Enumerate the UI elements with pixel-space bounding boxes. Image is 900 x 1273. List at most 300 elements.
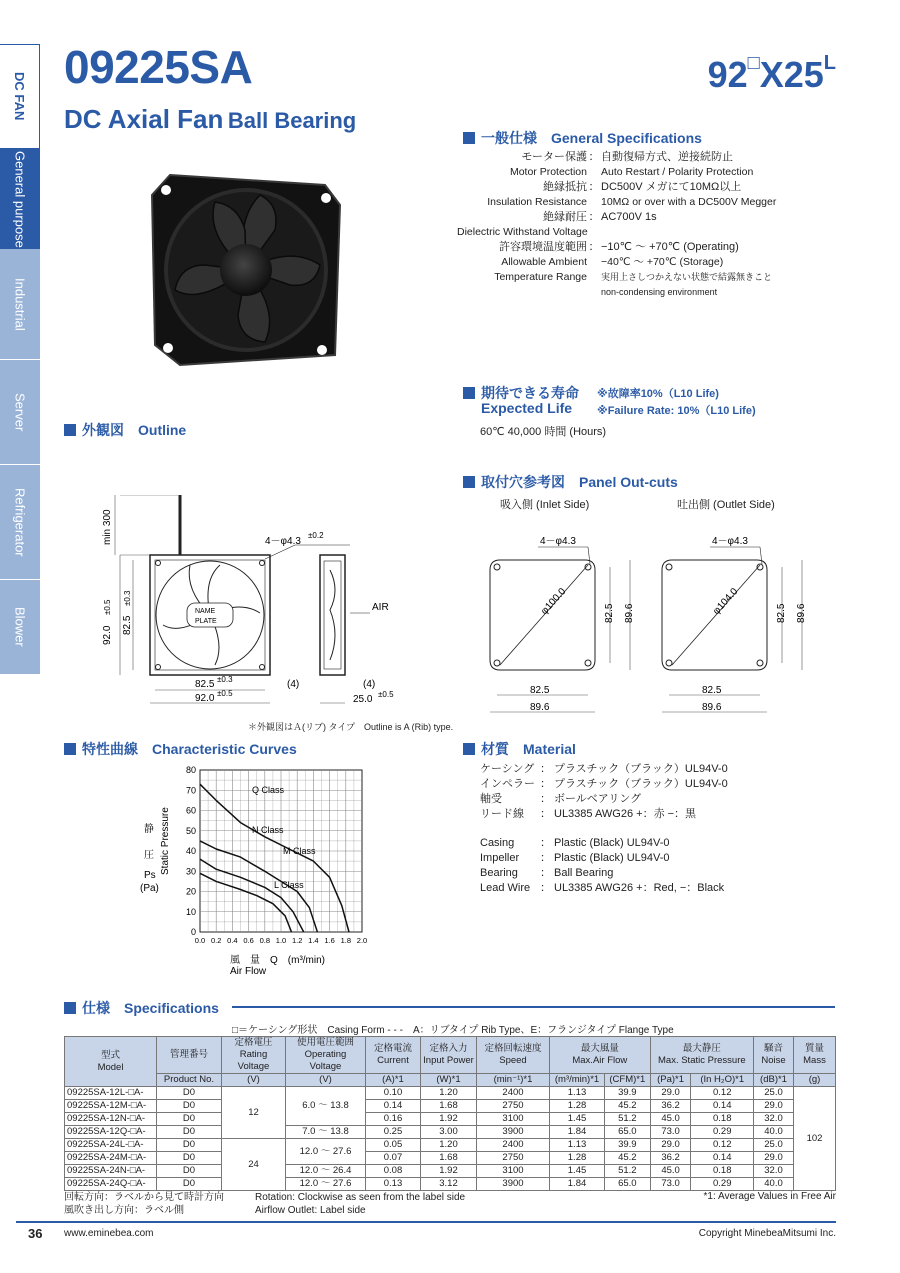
casing-note: □＝ケーシング形状 Casing Form - - - A：リブタイプ Rib Type、E：フランジタイプ Flange Type [232,1025,674,1036]
unit-cell: (W)*1 [421,1074,477,1087]
series-line [200,784,349,932]
material-value: UL3385 AWG26 +：赤 −：黒 [554,808,697,820]
airflow-m3-cell: 1.84 [550,1178,605,1191]
expected-life-heading-en [481,400,572,416]
ylabel-jp-1: 静 [144,824,154,835]
spec-row [465,150,845,165]
side-tabs [0,44,42,674]
dim-h92-tol: ±0.5 [103,599,112,615]
airflow-cfm-cell: 51.2 [605,1165,651,1178]
xlabel-en: Air Flow [230,966,267,977]
inlet-label: 吸入側 (Inlet Side) [500,499,590,511]
outlet-dia-dim: φ104.0 [711,586,741,618]
current-cell: 0.13 [366,1178,421,1191]
power-cell: 3.00 [421,1126,477,1139]
speed-cell: 3900 [477,1178,550,1191]
model-cell: 09225SA-12Q-□A- [65,1126,157,1139]
general-specs-heading [463,128,702,148]
unit-cell: (dB)*1 [754,1074,794,1087]
table-row [65,1126,836,1139]
name-label: NAME [195,608,216,615]
specs-heading [64,998,219,1018]
col-current: 定格電流 Current [366,1037,421,1074]
section-square-icon [64,1002,76,1014]
inlet-w825: 82.5 [530,685,550,696]
section-square-icon [64,424,76,436]
speed-cell: 2750 [477,1152,550,1165]
product-no-cell: D0 [157,1178,222,1191]
spec-value: non-condensing environment [601,287,718,297]
inlet-dia-dim: φ100.0 [539,586,569,618]
x-tick-label: 0.6 [243,936,254,945]
noise-cell: 29.0 [754,1152,794,1165]
y-tick-label: 40 [185,846,196,856]
airflow-m3-cell: 1.28 [550,1100,605,1113]
material-row [480,836,728,851]
dim-w92: 92.0 [195,693,215,704]
life-hours: 60℃ 40,000 時間 (Hours) [480,426,607,438]
airflow-jp: 風吹き出し方向：ラベル側 [64,1205,184,1216]
noise-cell: 40.0 [754,1178,794,1191]
y-ticks [186,765,196,937]
airflow-en: Airflow Outlet: Label side [255,1205,366,1216]
spec-row [465,255,845,270]
inlet-hole-dim: 4－φ4.3 [540,536,576,547]
heading-en: Characteristic Curves [152,741,297,757]
pressure-pa-cell: 36.2 [650,1152,691,1165]
heading-en: General Specifications [551,130,702,146]
panel-heading [463,472,678,492]
x-tick-label: 1.4 [308,936,319,945]
airflow-m3-cell: 1.28 [550,1152,605,1165]
operating-voltage-cell: 12.0 ～ 27.6 [286,1139,366,1165]
fan-photo [140,160,350,375]
spec-key: 許容環境温度範囲 [499,241,587,253]
specs-rule [232,1006,835,1008]
rating-voltage-cell: 24 [222,1139,286,1191]
tab-label: Blower [12,607,28,647]
material-sep: ： [540,778,551,790]
rating-voltage-cell: 12 [222,1087,286,1139]
dim-w92-tol: ±0.5 [217,689,233,698]
heading-jp: 特性曲線 [82,741,138,757]
unit-cell: (g) [794,1074,836,1087]
material-sep: ： [540,837,551,849]
airflow-m3-cell: 1.45 [550,1165,605,1178]
airflow-m3-cell: 1.84 [550,1126,605,1139]
table-row [65,1113,836,1126]
footer-rotation-jp [64,1191,224,1217]
material-sep: ： [540,793,551,805]
speed-cell: 3900 [477,1126,550,1139]
spec-key: Allowable Ambient [501,256,587,268]
curves-heading [64,739,297,759]
col-input-power: 定格入力 Input Power [421,1037,477,1074]
heading-en: Specifications [124,1000,219,1016]
pressure-pa-cell: 73.0 [650,1126,691,1139]
model-cell: 09225SA-24L-□A- [65,1139,157,1152]
material-value: UL3385 AWG26 +：Red, −：Black [554,882,725,894]
noise-cell: 32.0 [754,1113,794,1126]
col-product-no: 管理番号 [157,1037,222,1074]
material-key: Impeller [480,852,520,864]
x-tick-label: 0.2 [210,936,222,945]
model-cell: 09225SA-12M-□A- [65,1100,157,1113]
y-tick-label: 0 [190,927,196,937]
characteristic-chart [130,760,370,985]
spec-sep [587,165,601,180]
airflow-cfm-cell: 65.0 [605,1178,651,1191]
section-square-icon [64,743,76,755]
heading-jp: 取付穴参考図 [481,474,565,490]
model-cell: 09225SA-24Q-□A- [65,1178,157,1191]
airflow-m3-cell: 1.45 [550,1113,605,1126]
copyright: Copyright MinebeaMitsumi Inc. [698,1228,836,1239]
pressure-pa-cell: 45.0 [650,1113,691,1126]
spec-value: DC500V メガにて10MΩ以上 [601,181,742,193]
speed-cell: 2750 [477,1100,550,1113]
material-key: 軸受 [480,793,502,805]
spec-key: 絶縁抵抗 [543,181,587,193]
class-q-label: Q Class [252,785,285,795]
col-product-no-en: Product No. [157,1074,222,1087]
spec-value: −10℃ ～ +70℃ (Operating) [601,241,739,253]
tab-industrial[interactable] [0,249,40,359]
x-tick-label: 1.8 [340,936,352,945]
page-title: 09225SA [64,41,253,93]
dim-h825: 82.5 [122,615,133,635]
airflow-m3-cell: 1.13 [550,1139,605,1152]
spec-key: 絶縁耐圧 [543,211,587,223]
plate-label: PLATE [195,618,217,625]
subtitle-main: DC Axial Fan [64,104,224,134]
col-operating-voltage: 使用電圧範囲 Operating Voltage [286,1037,366,1074]
unit-cell: (CFM)*1 [605,1074,651,1087]
tab-label: Industrial [12,277,28,331]
y-tick-label: 80 [185,765,196,775]
x-tick-label: 2.0 [356,936,368,945]
unit-cell: (A)*1 [366,1074,421,1087]
power-cell: 1.20 [421,1139,477,1152]
pressure-inh2o-cell: 0.12 [691,1139,754,1152]
col-noise: 騒音 Noise [754,1037,794,1074]
current-cell: 0.25 [366,1126,421,1139]
spec-sep: ： [588,181,600,193]
page-number: 36 [28,1226,43,1241]
airflow-cfm-cell: 39.9 [605,1087,651,1100]
product-no-cell: D0 [157,1087,222,1100]
pressure-pa-cell: 29.0 [650,1087,691,1100]
spec-sep: ： [588,211,600,223]
mass-cell: 102 [794,1087,836,1191]
outlet-h825: 82.5 [776,603,787,623]
operating-voltage-cell: 7.0 ～ 13.8 [286,1126,366,1139]
spec-value: Auto Restart / Polarity Protection [601,166,754,178]
tab-dc-fan[interactable] [0,44,40,149]
x-tick-label: 0.0 [194,936,206,945]
material-heading [463,739,576,759]
heading-jp: 仕様 [82,1000,110,1016]
material-row [480,777,728,792]
pressure-inh2o-cell: 0.14 [691,1100,754,1113]
dim-four-b: (4) [363,679,376,690]
spec-row [465,240,845,255]
airflow-m3-cell: 1.13 [550,1087,605,1100]
operating-voltage-cell: 12.0 ～ 27.6 [286,1178,366,1191]
product-no-cell: D0 [157,1139,222,1152]
heading-jp: 期待できる寿命 [481,385,579,401]
material-key: Casing [480,837,515,849]
material-row [480,851,728,866]
material-row [480,807,728,822]
outlet-label: 吐出側 (Outlet Side) [677,499,775,511]
airflow-cfm-cell: 39.9 [605,1139,651,1152]
tab-blower[interactable] [0,579,40,674]
outlet-w896: 89.6 [702,702,722,713]
heading-jp: 材質 [481,741,509,757]
spec-value: −40℃ ～ +70℃ (Storage) [601,256,724,268]
unit-cell: (In H₂O)*1 [691,1074,754,1087]
subtitle [64,104,356,135]
dim-four-a: (4) [287,679,300,690]
material-sep: ： [540,882,551,894]
y-tick-label: 70 [185,785,196,796]
tab-refrigerator[interactable] [0,464,40,579]
rotation-jp: 回転方向：ラベルから見て時計方向 [64,1192,224,1203]
airflow-cfm-cell: 65.0 [605,1126,651,1139]
x-tick-label: 0.4 [227,936,238,945]
life-note-en: ※Failure Rate: 10%（L10 Life) [597,405,756,417]
unit-cell: (min⁻¹)*1 [477,1074,550,1087]
inlet-cutout [490,536,635,713]
section-square-icon [463,132,475,144]
series-line [200,859,304,932]
size-square-mark: □ [747,52,760,74]
class-l-label: L Class [274,880,304,890]
material-key: インペラー [480,778,535,790]
inlet-w896: 89.6 [530,702,550,713]
current-cell: 0.08 [366,1165,421,1178]
model-cell: 09225SA-24M-□A- [65,1152,157,1165]
material-sep: ： [540,867,551,879]
power-cell: 1.68 [421,1152,477,1165]
panel-drawing [470,515,840,725]
current-cell: 0.16 [366,1113,421,1126]
material-row [480,762,728,777]
ylabel-jp-2: 圧 [144,850,154,861]
power-cell: 3.12 [421,1178,477,1191]
operating-voltage-cell: 12.0 ～ 26.4 [286,1165,366,1178]
product-no-cell: D0 [157,1126,222,1139]
y-tick-label: 30 [185,866,196,877]
heading-jp: 一般仕様 [481,130,537,146]
material-sep: ： [540,852,551,864]
table-row [65,1152,836,1165]
unit-cell: (m³/min)*1 [550,1074,605,1087]
dim-hole-tol: ±0.2 [308,531,324,540]
pressure-pa-cell: 45.0 [650,1165,691,1178]
material-row [480,881,728,896]
subtitle-sub: Ball Bearing [227,108,357,133]
col-max-static-pressure: 最大静圧 Max. Static Pressure [650,1037,753,1074]
noise-cell: 29.0 [754,1100,794,1113]
spec-row [465,270,845,285]
col-max-air-flow: 最大風量 Max.Air Flow [550,1037,651,1074]
spec-key: Motor Protection [509,166,587,178]
xlabel-jp: 風 量 Q (m³/min) [230,955,325,966]
material-value: プラスチック（ブラック）UL94V-0 [554,763,728,775]
pressure-inh2o-cell: 0.18 [691,1165,754,1178]
pressure-inh2o-cell: 0.14 [691,1152,754,1165]
spec-sep [587,285,601,300]
spec-value: 自動復帰方式、逆接続防止 [601,151,733,163]
spec-row [465,285,845,300]
current-cell: 0.07 [366,1152,421,1165]
dim-w825: 82.5 [195,679,215,690]
size-l-mark: L [823,52,836,74]
product-no-cell: D0 [157,1113,222,1126]
airflow-cfm-cell: 51.2 [605,1113,651,1126]
outline-note: ＊外観図はＡ(リブ) タイプ Outline is A (Rib) type. [248,722,454,732]
product-no-cell: D0 [157,1100,222,1113]
current-cell: 0.05 [366,1139,421,1152]
section-square-icon [463,387,475,399]
y-tick-label: 10 [185,906,196,917]
material-value: Plastic (Black) UL94V-0 [554,852,670,864]
col-speed: 定格回転速度 Speed [477,1037,550,1074]
spec-value: 実用上さしつかえない状態で結露無きこと [601,272,773,282]
ylabel-unit: (Pa) [140,883,159,894]
power-cell: 1.20 [421,1087,477,1100]
product-no-cell: D0 [157,1152,222,1165]
table-row [65,1087,836,1100]
table-row [65,1165,836,1178]
speed-cell: 2400 [477,1139,550,1152]
pressure-inh2o-cell: 0.12 [691,1087,754,1100]
specs-table [64,1036,836,1191]
table-row [65,1178,836,1191]
site-url[interactable]: www.eminebea.com [64,1228,154,1239]
pressure-pa-cell: 36.2 [650,1100,691,1113]
unit-cell: (V) [286,1074,366,1087]
dim-h92: 92.0 [102,625,113,645]
pressure-inh2o-cell: 0.29 [691,1126,754,1139]
y-tick-label: 50 [185,825,196,836]
spec-row [465,180,845,195]
spec-sep [587,270,601,285]
material-key: Lead Wire [480,882,531,894]
spec-value: 10MΩ or over with a DC500V Megger [601,196,777,208]
life-note-jp: ※故障率10%（L10 Life) [597,388,719,400]
spec-key: Temperature Range [494,271,587,283]
airflow-cfm-cell: 45.2 [605,1152,651,1165]
inlet-h896: 89.6 [624,603,635,623]
footer-rotation-en [255,1191,465,1217]
outline-drawing [95,495,425,720]
unit-cell: (Pa)*1 [650,1074,691,1087]
outlet-h896: 89.6 [796,603,807,623]
tab-label: DC FAN [12,72,27,121]
spec-key: Insulation Resistance [487,196,587,208]
material-key: ケーシング [480,763,535,775]
model-cell: 09225SA-12L-□A- [65,1087,157,1100]
x-tick-label: 1.6 [324,936,335,945]
material-key: Bearing [480,867,518,879]
section-square-icon [463,476,475,488]
inlet-h825: 82.5 [604,603,615,623]
speed-cell: 2400 [477,1087,550,1100]
size-depth: X25 [759,54,824,95]
unit-cell: (V) [222,1074,286,1087]
operating-voltage-cell: 6.0 ～ 13.8 [286,1087,366,1126]
rotation-en: Rotation: Clockwise as seen from the label side [255,1192,466,1203]
material-value: Ball Bearing [554,867,614,879]
outlet-hole-dim: 4－φ4.3 [712,536,748,547]
tab-label: General purpose [12,150,28,248]
dim-min300: min 300 [102,509,113,545]
heading-en: Material [523,741,576,757]
model-cell: 09225SA-24N-□A- [65,1165,157,1178]
spec-key: Dielectric Withstand Voltage [457,226,588,238]
x-tick-label: 1.2 [291,936,303,945]
spec-key [465,285,587,300]
spec-row [457,225,845,240]
speed-cell: 3100 [477,1165,550,1178]
material-value: プラスチック（ブラック）UL94V-0 [554,778,728,790]
material-value: ボールベアリング [554,793,642,805]
material-list [480,762,728,896]
x-tick-label: 0.8 [259,936,271,945]
dim-d25: 25.0 [353,694,373,705]
table-row [65,1139,836,1152]
tab-server[interactable] [0,359,40,464]
material-sep: ： [540,808,551,820]
spec-row [465,195,845,210]
dim-w825-tol: ±0.3 [217,675,233,684]
noise-cell: 25.0 [754,1139,794,1152]
size-label [708,52,836,96]
footer-note: *1: Average Values in Free Air [703,1191,836,1202]
heading-en: Panel Out-cuts [579,474,678,490]
general-specs-list [457,150,845,300]
air-label: AIR [372,602,389,613]
spec-sep: ： [588,151,600,163]
material-row [480,866,728,881]
tab-general-purpose[interactable] [0,149,40,249]
spec-sep [587,195,601,210]
current-cell: 0.14 [366,1100,421,1113]
outline-heading [64,420,186,440]
outlet-w825: 82.5 [702,685,722,696]
section-square-icon [463,743,475,755]
speed-cell: 3100 [477,1113,550,1126]
y-tick-label: 20 [185,886,196,897]
spec-sep [587,255,601,270]
pressure-pa-cell: 73.0 [650,1178,691,1191]
spec-row [465,165,845,180]
noise-cell: 32.0 [754,1165,794,1178]
col-mass: 質量 Mass [794,1037,836,1074]
ylabel-en: Static Pressure [160,807,171,875]
spec-key: モーター保護 [521,151,587,163]
power-cell: 1.68 [421,1100,477,1113]
model-cell: 09225SA-12N-□A- [65,1113,157,1126]
material-value: Plastic (Black) UL94V-0 [554,837,670,849]
airflow-cfm-cell: 45.2 [605,1100,651,1113]
size-width: 92 [707,54,748,95]
heading-en: Expected Life [481,400,573,416]
power-cell: 1.92 [421,1165,477,1178]
